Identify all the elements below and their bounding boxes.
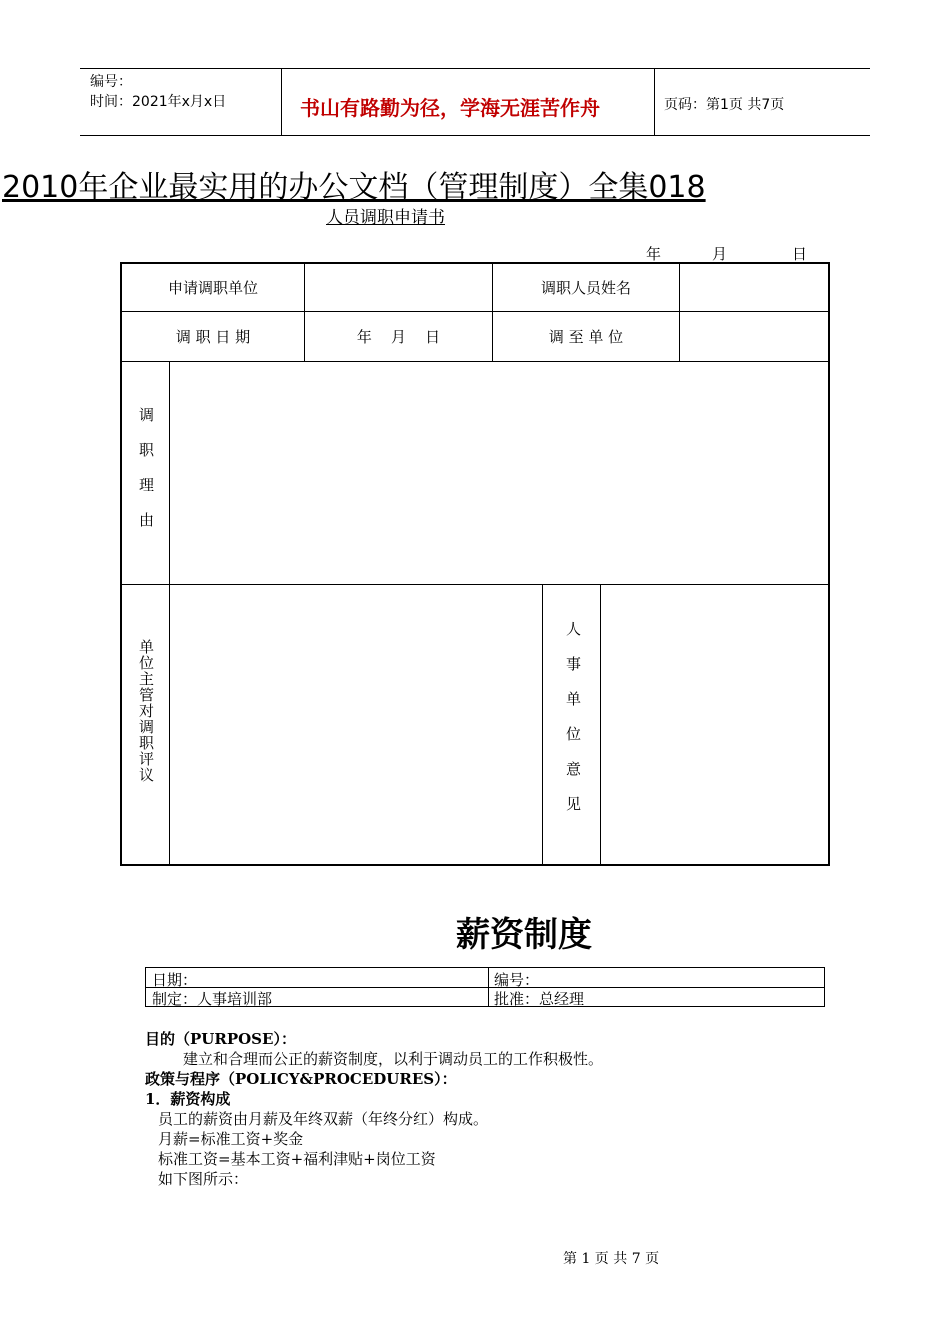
date-year: 年 (646, 245, 662, 263)
salary-line-4: 如下图所示： (158, 1170, 249, 1188)
header-motto: 书山有路勤为径，学海无涯苦作舟 (300, 96, 600, 120)
salary-line-3: 标准工资=基本工资+福利津贴+岗位工资 (158, 1150, 436, 1168)
salary-title: 薪资制度 (456, 915, 592, 955)
header-divider-right (654, 68, 655, 136)
person-name-label: 调职人员姓名 (540, 279, 631, 297)
hr-opinion-label: 人事单位意见 (564, 621, 582, 831)
info-approved-by: 批准：总经理 (494, 990, 585, 1008)
apply-unit-label: 申请调职单位 (167, 279, 258, 297)
purpose-heading: 目的（PURPOSE）： (145, 1030, 296, 1048)
salary-line-2: 月薪=标准工资+奖金 (158, 1130, 304, 1148)
header-page-label: 页码：第1页 共7页 (664, 97, 785, 113)
transfer-date-label: 调 职 日 期 (175, 328, 251, 346)
header-divider-left (281, 68, 282, 136)
date-month: 月 (712, 245, 728, 263)
target-unit-label: 调 至 单 位 (548, 328, 624, 346)
policy-heading: 政策与程序（POLICY&PROCEDURES）： (145, 1070, 457, 1088)
form-hr-col-left (542, 584, 543, 866)
header-top-rule (80, 68, 870, 69)
transfer-date-field[interactable]: 年 月 日 (356, 328, 441, 346)
reason-field[interactable] (170, 362, 828, 584)
header-code-label: 编号： (90, 74, 132, 90)
form-title: 人员调职申请书 (326, 208, 445, 228)
document-main-title: 2010年企业最实用的办公文档（管理制度）全集018 (2, 170, 706, 205)
date-day: 日 (792, 245, 808, 263)
apply-unit-field[interactable] (305, 264, 492, 311)
header-time-label: 时间：2021年x月x日 (90, 94, 227, 110)
info-made-by: 制定：人事培训部 (152, 990, 273, 1008)
reason-label: 调职理由 (137, 407, 155, 547)
person-name-field[interactable] (680, 264, 828, 311)
section1-heading: 1．薪资构成 (145, 1090, 231, 1108)
transfer-application-form (120, 262, 830, 866)
header-bottom-rule (80, 135, 870, 136)
info-col-divider (488, 968, 489, 1006)
page-footer: 第 1 页 共 7 页 (563, 1251, 660, 1267)
purpose-text: 建立和合理而公正的薪资制度，以利于调动员工的工作积极性。 (183, 1050, 604, 1068)
target-unit-field[interactable] (680, 312, 828, 361)
info-date-label: 日期： (152, 971, 198, 989)
supervisor-comment-label: 单位主管对调职评议 (137, 639, 155, 783)
hr-opinion-field[interactable] (601, 585, 828, 866)
salary-line-1: 员工的薪资由月薪及年终双薪（年终分红）构成。 (158, 1110, 489, 1128)
salary-info-table (145, 967, 825, 1007)
supervisor-comment-field[interactable] (170, 585, 542, 866)
info-code-label: 编号： (494, 971, 540, 989)
